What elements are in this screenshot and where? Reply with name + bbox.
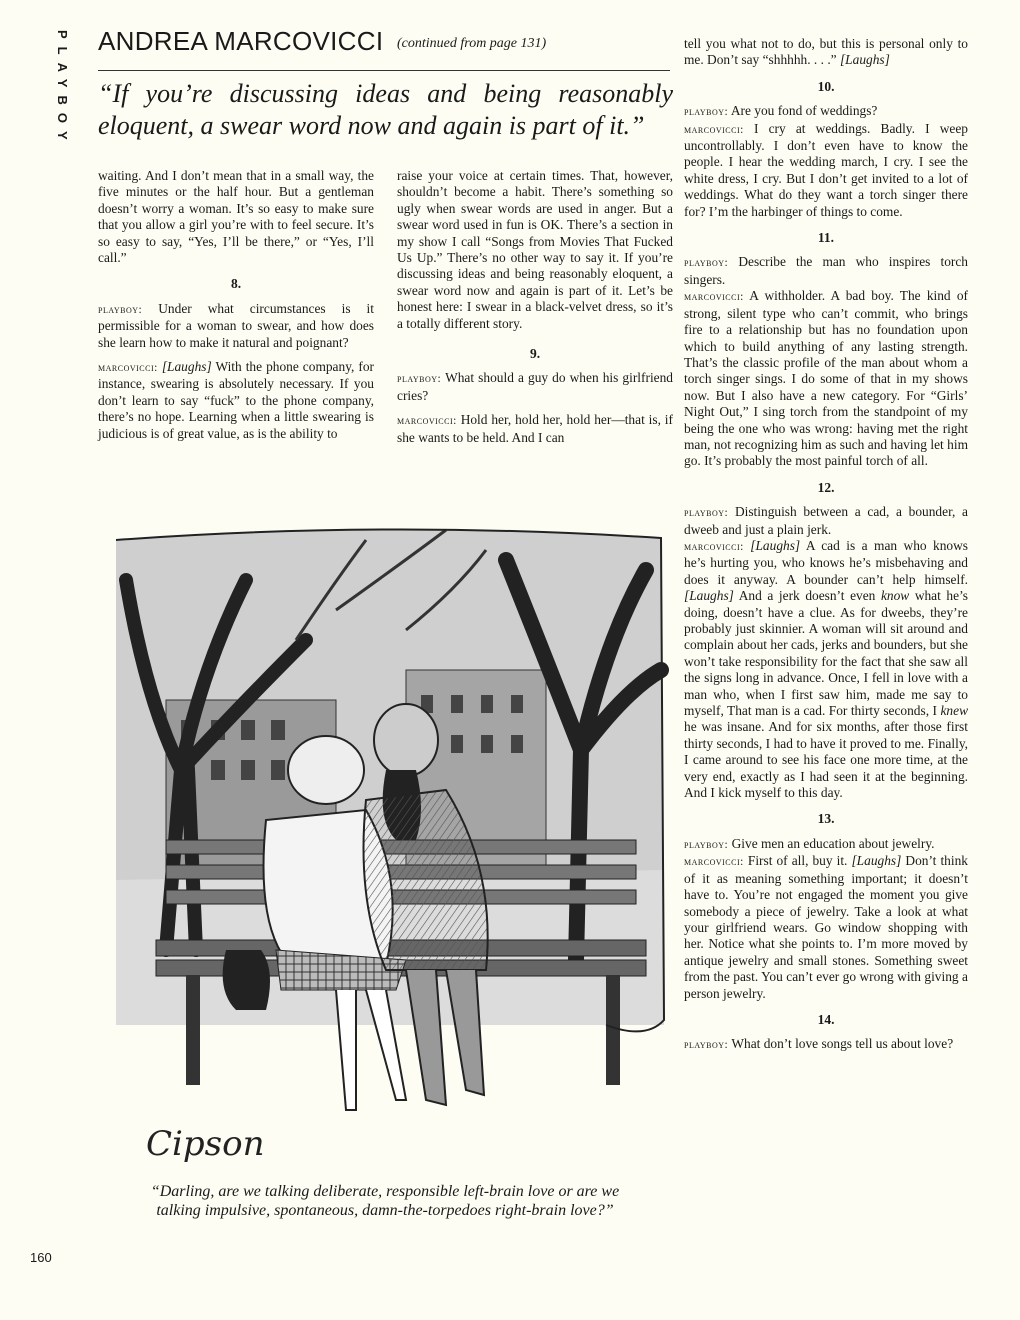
answer-text: Hold her, hold her, hold her—that is, if she wants to be held. And I can (397, 412, 673, 445)
masthead-text: PLAYBOY (55, 30, 70, 148)
question-number-9: 9. (529, 346, 541, 362)
text-column-3 (684, 36, 968, 1054)
speaker-marcovicci: marcovicci: (98, 362, 158, 375)
answer-12 (684, 538, 968, 802)
artist-signature: Cipson (146, 1124, 265, 1164)
question-text: Give men an education about jewelry. (731, 835, 935, 851)
speaker-marcovicci: marcovicci: (684, 856, 744, 869)
speaker-playboy: playboy: (684, 1039, 729, 1052)
answer-text: And a jerk doesn’t even (738, 588, 876, 604)
answer-10 (684, 121, 968, 220)
speaker-playboy: playboy: (397, 373, 442, 386)
answer-text: I cry at weddings. Badly. I weep uncontrollably. I don’t even have to know the people. I hear the wedding march, I cry. I see the white dress, I cry. But I don’t get invited to a lot of weddings. What do they want a torch singer there for? I’m the harbinger of things to come. (684, 120, 969, 219)
stage-direction: [Laughs] (684, 588, 734, 604)
question-text: What don’t love songs tell us about love? (731, 1036, 954, 1052)
stage-direction: [Laughs] (839, 52, 890, 68)
paragraph (684, 36, 968, 69)
question-number-13: 13. (817, 811, 835, 827)
question-number-8: 8. (230, 276, 242, 292)
question-text: Describe the man who inspires torch singers. (684, 254, 968, 287)
handbag (223, 950, 270, 1010)
answer-text: A withholder. A bad boy. The kind of strong, silent type who can’t commit, who brings fire to a relationship but has no foundation upon which to build anything of any lasting strength. That’s the classic profile of the man about whom a torch singer sings. I do some of that in my shows now. But I also have a new category. For “Girls’ Night Out,” I sing torch from the standpoint of my being the one who was wrong: having met the right man, not recognizing him as such and having let him go. It’s probably the most painful torch of all. (684, 288, 968, 469)
question-10 (684, 103, 968, 120)
answer-text: what he’s doing, doesn’t have a clue. As for dweebs, they’re probably just skinnier. A woman will sit around and complain about her cads, jerks and bounders, but she won’t take responsibility for the fact that she saw all the signs long in advance. Once, I fell in love with a man who, when I first saw him, made me say to myself, That man is a cad. For thirty seconds, I (684, 588, 968, 719)
header-rule (98, 70, 670, 71)
text-column-2 (397, 168, 673, 446)
answer-9 (397, 412, 673, 446)
question-number-12: 12. (817, 479, 835, 495)
question-text: What should a guy do when his girlfriend cries? (397, 370, 673, 403)
answer-text: he was insane. And for six months, after those first thirty seconds, I had to have it proved to me. Finally, I came around to see his face one more time, at the very end, exactly as I had seen it at the beginning. And I kick myself to this day. (684, 719, 968, 801)
magazine-masthead (50, 30, 74, 180)
cartoon-caption: “Darling, are we talking deliberate, responsible left-brain love or are we talking impulsive, spontaneous, damn-the-torpedoes right-brain love?” (150, 1183, 620, 1219)
emphasis: know (880, 588, 910, 604)
cartoon-illustration (106, 520, 671, 1170)
answer-text: A cad is a man who knows he’s hurting you, who knows he’s misbehaving and does it anyway. A bounder can’t help himself. (684, 537, 969, 587)
question-13 (684, 836, 968, 853)
answer-11 (684, 288, 968, 469)
question-14 (684, 1036, 968, 1053)
speaker-marcovicci: marcovicci: (684, 291, 744, 304)
answer-13 (684, 853, 968, 1002)
text-column-1 (98, 168, 374, 442)
continued-from-note: (continued from page 131) (397, 36, 547, 51)
answer-text: First of all, buy it. (747, 853, 848, 869)
speaker-playboy: playboy: (684, 257, 729, 270)
question-number-11: 11. (817, 230, 835, 246)
speaker-playboy: playboy: (684, 507, 729, 520)
speaker-marcovicci: marcovicci: (684, 540, 744, 553)
question-number-14: 14. (817, 1011, 835, 1027)
question-12 (684, 504, 968, 538)
emphasis: knew (940, 703, 968, 719)
question-9 (397, 370, 673, 404)
page-number: 160 (30, 1250, 52, 1265)
paragraph: waiting. And I don’t mean that in a small way, the five minutes or the half hour. But a gentleman doesn’t worry a woman. It’s so easy to make sure that you allow a girl you’re with to feel secure. It’s so easy to say, “Yes, I’ll be there,” or “Yes, I’ll call.” (98, 168, 374, 266)
pull-quote: “If you’re discussing ideas and being reasonably eloquent, a swear word now and again is part of it.” (98, 79, 673, 140)
question-text: Are you fond of weddings? (730, 103, 878, 119)
speaker-playboy: playboy: (684, 106, 729, 119)
question-number-10: 10. (817, 78, 835, 94)
question-text: Under what circumstances is it permissible for a woman to swear, and how does she learn how to make it natural and poignant? (98, 300, 374, 350)
stage-direction: [Laughs] (161, 359, 212, 375)
article-subject-name: ANDREA MARCOVICCI (98, 26, 384, 56)
answer-text: tell you what not to do, but this is personal only to me. Don’t say “shhhhh. . . .” (684, 36, 968, 68)
answer-text: Don’t think of it as meaning something important; it doesn’t have to. You’re not engaged the moment you give somebody a piece of jewelry. Take a look at what your girlfriend wears. Go window shopping with her. Notice what she points to. I’m more moved by antique jewelry and small stones. Something sweet from the past. You can’t ever go wrong with giving a person jewelry. (684, 853, 968, 1001)
paragraph: raise your voice at certain times. That, however, shouldn’t become a habit. There’s something so ugly when swear words are used in anger. But a swear word used in fun is OK. There’s a section in my show I call “Songs from Movies That Fucked Us Up.” There’s no other way to say it. If you’re discussing ideas and being reasonably eloquent, a swear word now and again is part of it. Let’s be honest here: I swear in a black-velvet dress, so it’s a totally different story. (397, 168, 673, 331)
question-text: Distinguish between a cad, a bounder, a dweeb and just a plain jerk. (684, 504, 968, 537)
question-8 (98, 301, 374, 351)
answer-text: With the phone company, for instance, swearing is absolutely necessary. If you don’t learn to say “fuck” to the phone company, there’s no hope. Learning when a little swearing is judicious is of great value, as is the ability to (98, 359, 374, 441)
stage-direction: [Laughs] (851, 853, 902, 869)
answer-8 (98, 359, 374, 442)
speaker-marcovicci: marcovicci: (397, 415, 457, 428)
question-11 (684, 254, 968, 288)
stage-direction: [Laughs] (750, 537, 801, 553)
speaker-marcovicci: marcovicci: (684, 123, 744, 136)
speaker-playboy: playboy: (98, 303, 143, 316)
speaker-playboy: playboy: (684, 838, 729, 851)
